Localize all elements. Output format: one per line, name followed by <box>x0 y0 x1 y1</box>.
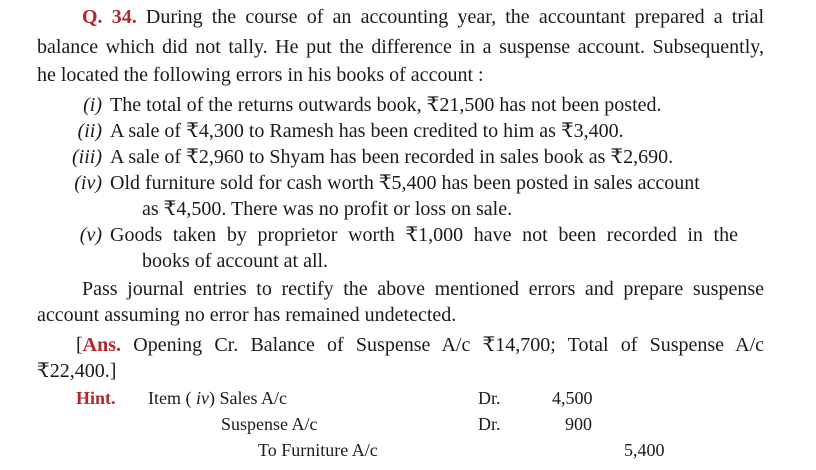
question-text-1: During the course of an accounting year, the accountant prepared a trial <box>145 6 765 28</box>
hint-row-1-account <box>148 386 287 410</box>
question-line-2: balance which did not tally. He put the difference in a suspense account. Subsequently, <box>37 36 764 58</box>
error-item-5 <box>68 222 764 248</box>
instruction-line-2: account assuming no error has remained undetected. <box>37 304 457 326</box>
error-text-1: The total of the returns outwards book, ₹21,500 has not been posted. <box>110 94 662 116</box>
hint-row-2-debit: 900 <box>565 414 592 434</box>
answer-text-1: Opening Cr. Balance of Suspense A/c ₹14,700; Total of Suspense A/c <box>133 334 765 356</box>
error-text-3: A sale of ₹2,960 to Shyam has been recorded in sales book as ₹2,690. <box>110 146 674 168</box>
answer-line-2: ₹22,400.] <box>37 360 117 382</box>
error-item-1 <box>68 92 662 118</box>
hint-row-2-drcr: Dr. <box>478 414 501 434</box>
error-item-4 <box>68 170 700 196</box>
error-text-2: A sale of ₹4,300 to Ramesh has been credited to him as ₹3,400. <box>110 120 624 142</box>
error-num-1: (i) <box>83 94 102 116</box>
error-num-4: (iv) <box>74 172 102 194</box>
hint-row-1-debit: 4,500 <box>552 388 593 408</box>
error-num-2: (ii) <box>77 120 102 142</box>
error-text-5: Goods taken by proprietor worth ₹1,000 have not been recorded in the <box>110 224 738 246</box>
hint-label: Hint. <box>76 388 116 408</box>
error-item-2 <box>68 118 624 144</box>
hint-row-1-name: Sales A/c <box>219 388 287 408</box>
error-text-4-cont: as ₹4,500. There was no profit or loss on sale. <box>142 198 513 220</box>
answer-label: Ans. <box>82 334 122 356</box>
answer-open-bracket: [ <box>76 334 83 356</box>
error-num-3: (iii) <box>72 146 102 168</box>
hint-item-close: ) <box>208 388 215 408</box>
error-text-4: Old furniture sold for cash worth ₹5,400 has been posted in sales account <box>110 172 700 194</box>
answer-line-1 <box>76 332 764 358</box>
hint-row-1-drcr: Dr. <box>478 388 501 408</box>
hint-row-3-credit: 5,400 <box>624 440 665 460</box>
question-number: Q. 34. <box>82 6 137 28</box>
hint-item-prefix: Item ( <box>148 388 192 408</box>
question-line-3: he located the following errors in his books of account : <box>37 64 484 86</box>
error-item-3 <box>68 144 673 170</box>
hint-item-num: iv <box>195 388 209 408</box>
hint-row-3-account: To Furniture A/c <box>258 440 378 460</box>
instruction-line-1: Pass journal entries to rectify the above mentioned errors and prepare suspense <box>82 278 764 300</box>
error-text-5-cont: books of account at all. <box>142 250 329 272</box>
hint-row-2-account: Suspense A/c <box>221 414 318 434</box>
error-num-5: (v) <box>79 224 102 246</box>
question-line-1 <box>82 4 764 30</box>
